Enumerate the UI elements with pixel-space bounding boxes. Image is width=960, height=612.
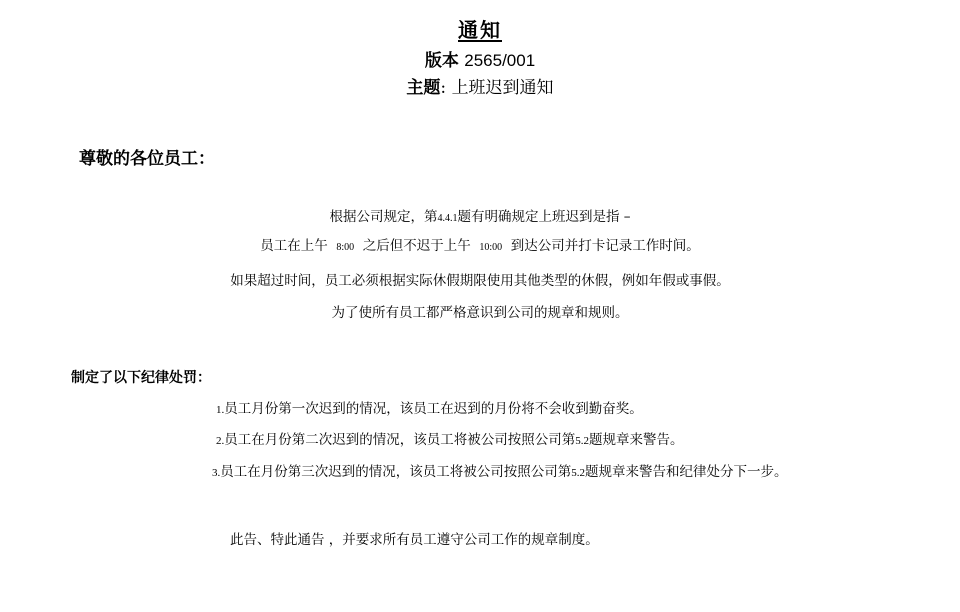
p2-part-b: 之后但不迟于上午	[362, 238, 471, 254]
p2-part-a: 员工在上午	[260, 238, 328, 254]
penalty-clause-number: 5.2	[571, 467, 585, 479]
subject-separator: :	[440, 78, 447, 98]
penalty-item-text: 员工月份第一次迟到的情况，该员工在迟到的月份将不会收到勤奋奖。	[224, 401, 643, 417]
body-paragraph-2	[0, 234, 960, 254]
penalty-item-2	[216, 428, 684, 448]
penalty-clause-number: 5.2	[575, 435, 589, 447]
body-paragraph-4: 为了使所有员工都严格意识到公司的规章和规则。	[331, 305, 629, 321]
subject-text: 上班迟到通知	[451, 78, 554, 98]
penalty-item-number: 3.	[212, 467, 221, 479]
greeting: 尊敬的各位员工：	[79, 149, 215, 169]
version-number: 2565/001	[464, 51, 536, 70]
subject-label: 主题	[406, 78, 441, 98]
penalty-item-text: 员工在月份第三次迟到的情况，该员工将被公司按照公司第	[220, 464, 572, 480]
version-line	[0, 46, 960, 71]
penalty-item-text: 员工在月份第二次迟到的情况，该员工将被公司按照公司第	[224, 432, 576, 448]
closing-statement: 此告、特此通告 ，并要求所有员工遵守公司工作的规章制度。	[230, 532, 599, 548]
notice-title-text: 通知	[458, 18, 502, 42]
subject-line	[0, 73, 960, 98]
p1-text: 根据公司规定，第	[329, 209, 438, 225]
penalty-item-3	[212, 460, 788, 480]
penalty-item-text-end: 题规章来警告和纪律处分下一步。	[585, 464, 788, 480]
version-label: 版本	[424, 51, 459, 71]
cutoff-time: 10:00	[479, 242, 503, 253]
body-paragraph-3: 如果超过时间，员工必须根据实际休假期限使用其他类型的休假，例如年假或事假。	[230, 273, 730, 289]
p1-rest: 题有明确规定上班迟到是指 –	[457, 209, 631, 225]
penalty-item-number: 2.	[216, 435, 225, 447]
penalty-item-text-end: 题规章来警告。	[589, 432, 684, 448]
notice-title	[0, 14, 960, 43]
penalty-item-number: 1.	[216, 404, 225, 416]
start-time: 8:00	[336, 242, 355, 253]
penalty-heading: 制定了以下纪律处罚：	[71, 370, 211, 386]
p1-clause-number: 4.4.1	[437, 213, 458, 224]
penalty-item-1	[216, 397, 643, 417]
body-paragraph-1	[0, 205, 960, 225]
p2-part-c: 到达公司并打卡记录工作时间。	[510, 238, 700, 254]
